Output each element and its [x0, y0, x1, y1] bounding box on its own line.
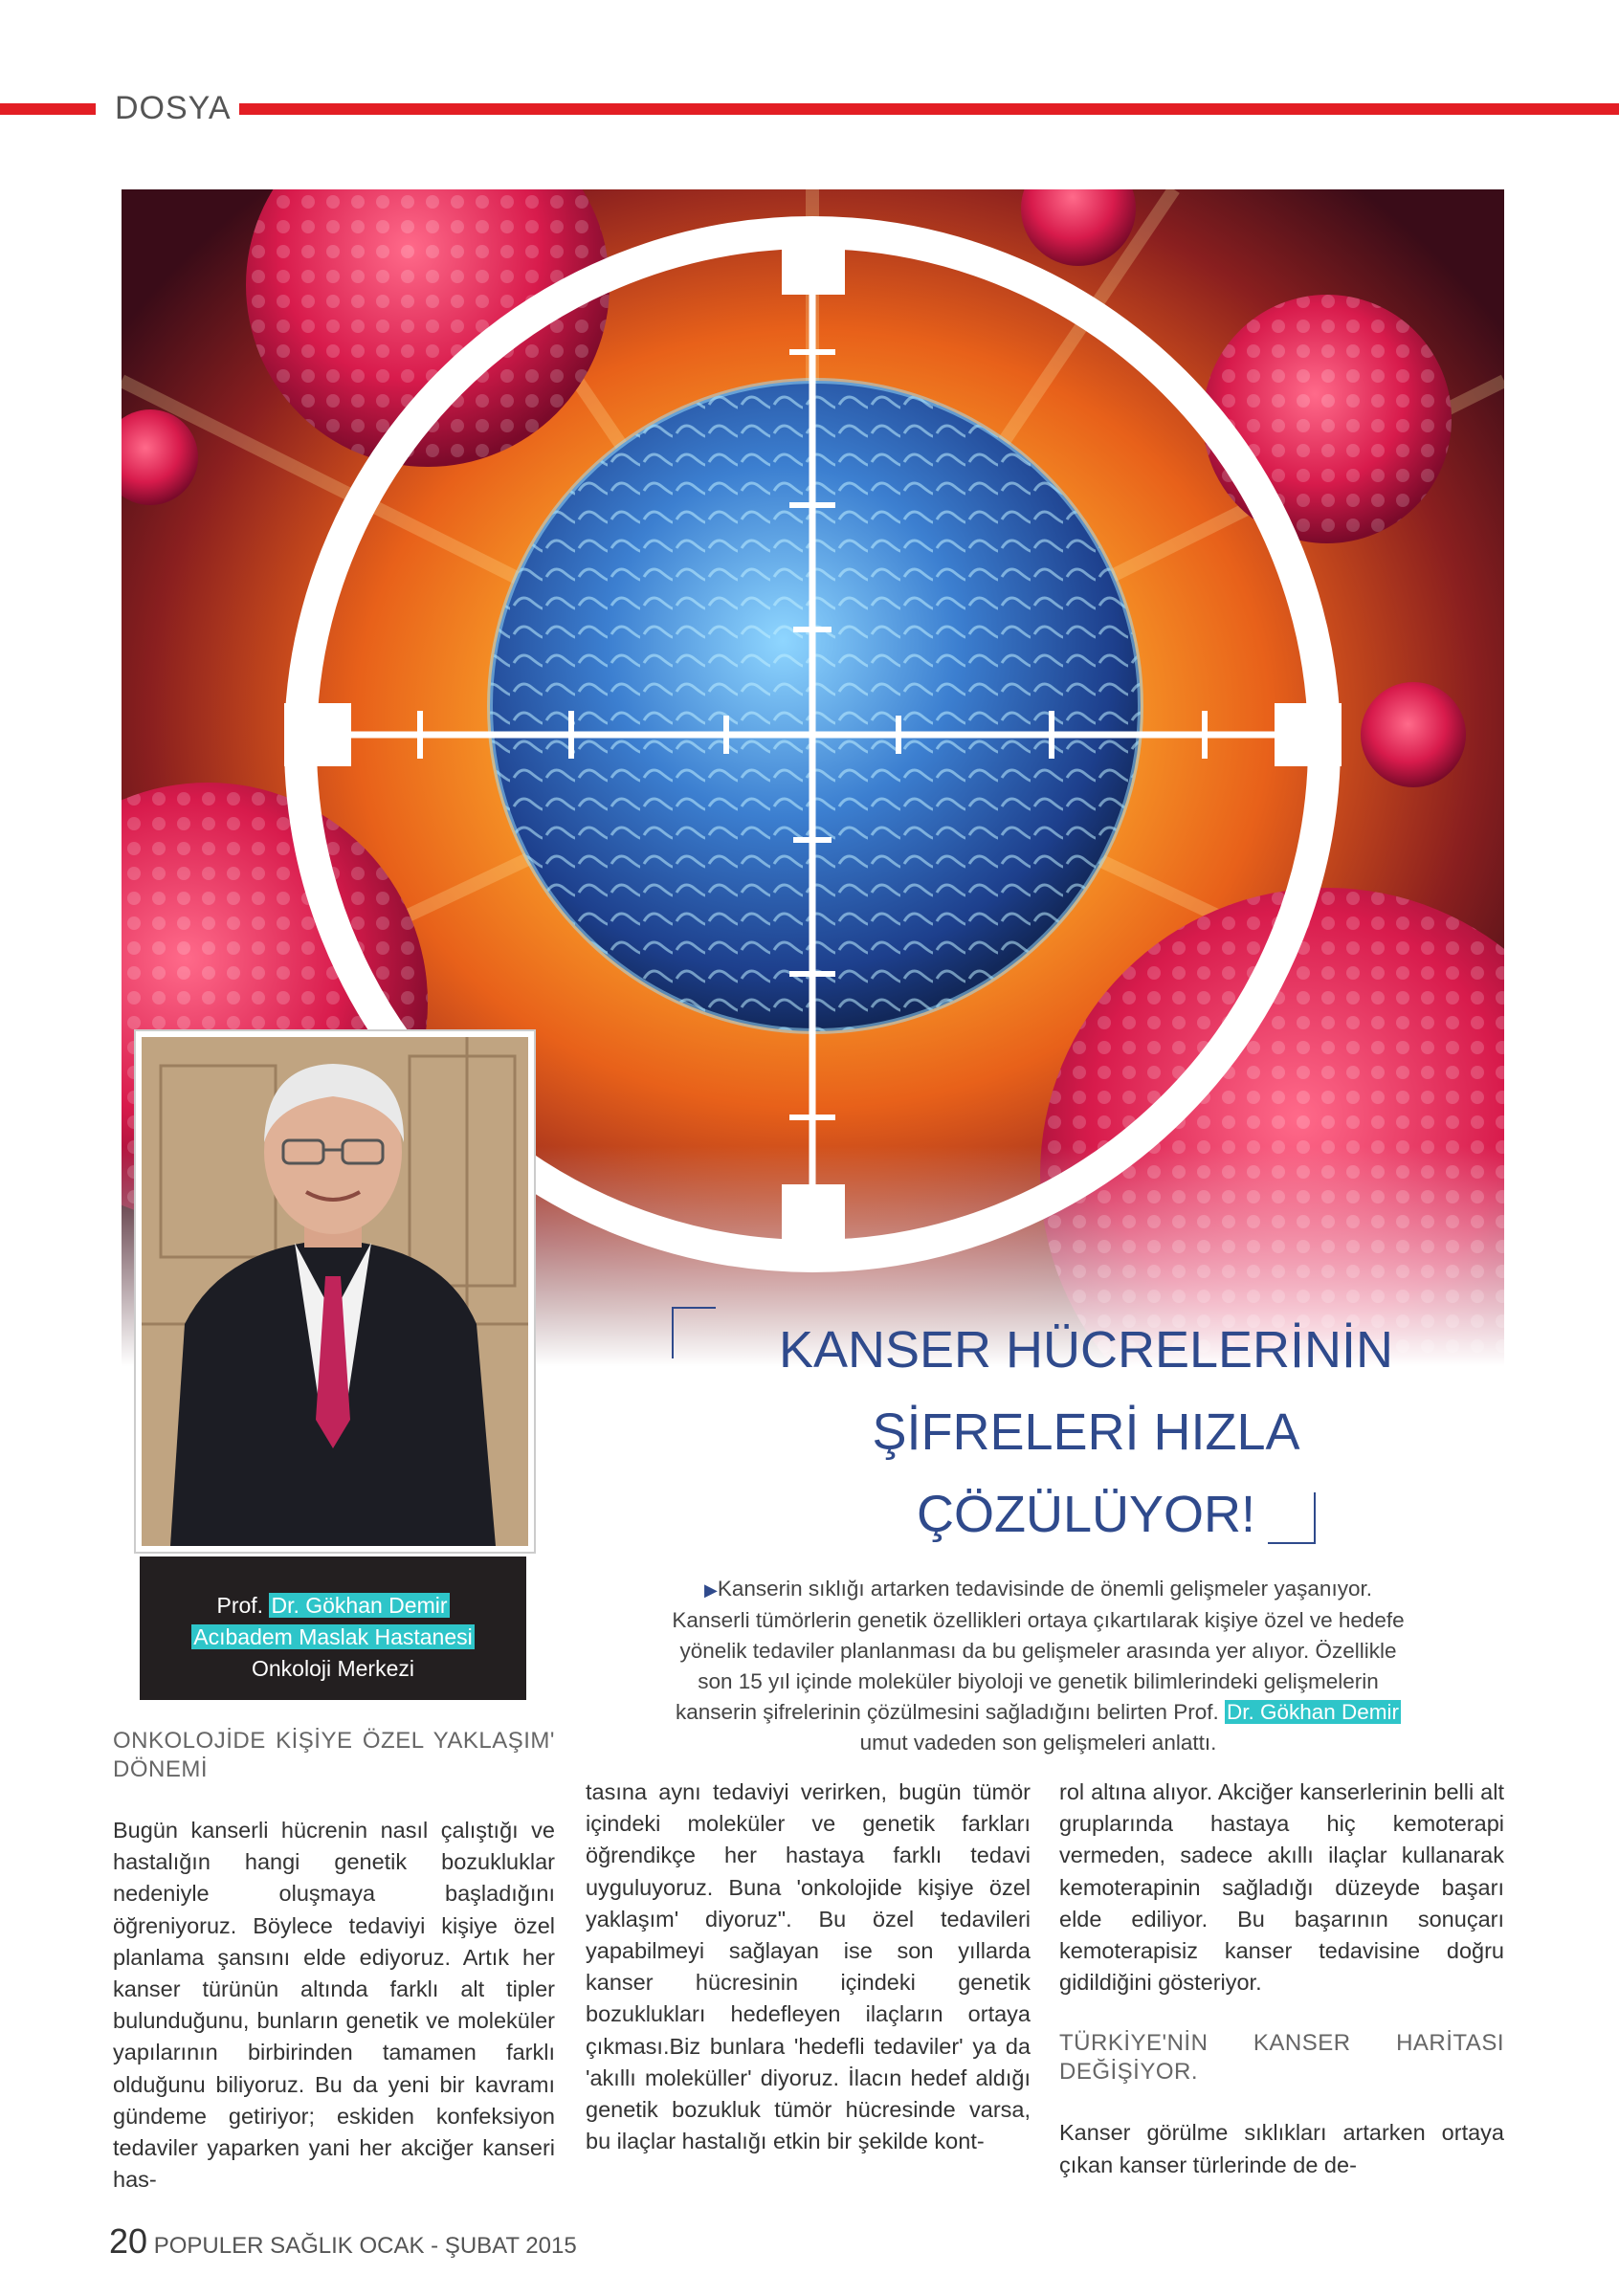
headline-bracket-close	[1268, 1492, 1316, 1544]
magazine-name: POPULER SAĞLIK	[153, 2233, 353, 2259]
lead-line-2: Kanserli tümörlerin genetik özellikleri ortaya çıkartılarak kişiye özel ve hedefe	[672, 1608, 1405, 1632]
page-number: 20	[109, 2221, 148, 2261]
column-2-text: tasına aynı tedaviyi verirken, bugün tümör içindeki moleküler ve genetik farkları öğrendikçe her hastaya farklı tedavi uyguluyoruz. Buna 'onkolojide kişiye özel yaklaşım' diyoruz". Bu özel tedavileri yapabilmeyi sağlayan ise son yıllarda kanser hücresinin içindeki genetik bozuklukları hedefleyen ilaçların ortaya çıkması.Biz bunlara 'hedefli tedaviler' ya da 'akıllı moleküller' diyoruz. İlacın hedef aldığı genetik bozukluk tümör hücresinde varsa, bu ilaçlar hastalığı etkin bir şekilde kont-	[586, 1779, 1031, 2154]
issue-date: OCAK - ŞUBAT 2015	[359, 2233, 577, 2259]
headline-line-2: ŞİFRELERİ HIZLA	[872, 1403, 1300, 1461]
caption-department: Onkoloji Merkezi	[252, 1656, 414, 1681]
portrait-caption	[140, 1556, 526, 1700]
article-lead	[574, 1574, 1502, 1758]
headline-line-1: KANSER HÜCRELERİNİN	[778, 1321, 1394, 1379]
page-footer	[109, 2221, 577, 2262]
lead-name-highlight: Dr. Gökhan Demir	[1226, 1700, 1400, 1724]
column-3-text-2: Kanser görülme sıklıkları artarken ortaya çıkan kanser türlerinde de de-	[1059, 2120, 1504, 2177]
lead-line-4: son 15 yıl içinde moleküler biyoloji ve genetik bilimlerindeki gelişmelerin	[698, 1669, 1379, 1693]
article-headline	[670, 1309, 1502, 1556]
headline-line-3: ÇÖZÜLÜYOR!	[916, 1486, 1256, 1543]
section-label: DOSYA	[115, 90, 232, 126]
lead-line-1	[574, 1574, 1502, 1605]
subhead-cancer-map: TÜRKİYE'NİN KANSER HARİTASI DEĞİŞİYOR.	[1059, 2030, 1504, 2086]
caption-name: Dr. Gökhan Demir	[271, 1593, 448, 1618]
caption-line-hospital	[140, 1622, 526, 1653]
lead-line-5	[574, 1697, 1502, 1728]
article-column-3	[1059, 1777, 1504, 2181]
column-3-text: rol altına alıyor. Akciğer kanserlerinin belli alt gruplarında hastaya hiç kemoterapi vermeden, sadece akıllı ilaçlar kullanarak kemoterapinin sağladığı düzeyde başarı elde ediliyor. Bu başarının sonuçarı kemoterapisiz kanser tedavisine doğru gidildiğini gösteriyor.	[1059, 1779, 1504, 1996]
section-header	[0, 90, 1619, 126]
lead-line-3: yönelik tedaviler planlanması da bu gelişmeler arasında yer alıyor. Özellikle	[679, 1639, 1397, 1663]
lead-text-1: Kanserin sıklığı artarken tedavisinde de önemli gelişmeler yaşanıyor.	[717, 1577, 1372, 1601]
article-column-2	[586, 1777, 1031, 2157]
lead-text-5: kanserin şifrelerinin çözülmesini sağladığını belirten Prof.	[675, 1700, 1219, 1724]
caption-title: Prof.	[216, 1593, 264, 1618]
triangle-bullet-icon: ▶	[704, 1580, 718, 1600]
column-1-text: Bugün kanserli hücrenin nasıl çalıştığı ve hastalığın hangi genetik bozukluklar nedeniyle oluşmaya başladığını öğreniyoruz. Böylece tedaviyi kişiye özel planlama şansını elde ediyoruz. Artık her kanser türünün altında farklı alt tipler bulunduğunu, bunların genetik ve moleküler yapılarının birbirinden tamamen farklı olduğunu biliyoruz. Bu da yeni bir kavramı gündeme getiriyor; eskiden konfeksiyon tedaviler yaparken yani her akciğer kanseri has-	[113, 1818, 555, 2193]
section-bar-left	[0, 103, 96, 115]
caption-hospital: Acıbadem Maslak Hastanesi	[193, 1624, 473, 1649]
author-portrait	[134, 1029, 536, 1554]
lead-line-6: umut vadeden son gelişmeleri anlattı.	[859, 1731, 1217, 1755]
caption-line-name	[140, 1590, 526, 1622]
subhead-personalized: ONKOLOJİDE KİŞİYE ÖZEL YAKLAŞIM' DÖNEMİ	[113, 1728, 555, 1782]
section-bar-right	[239, 103, 1619, 115]
article-column-1	[113, 1727, 555, 2196]
